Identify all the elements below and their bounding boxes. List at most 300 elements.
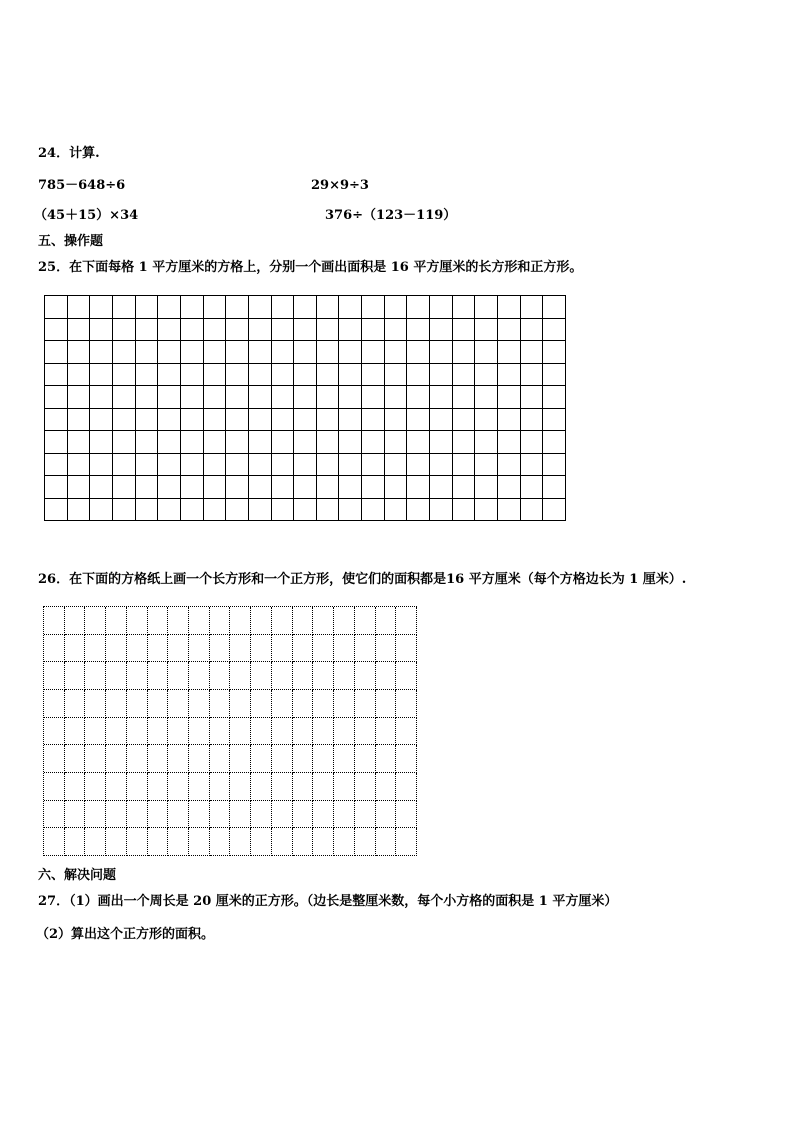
grid-cell[interactable] [317, 364, 340, 387]
grid-cell[interactable] [385, 364, 408, 387]
grid-cell[interactable] [317, 409, 340, 432]
grid-cell[interactable] [543, 454, 566, 477]
grid-cell[interactable] [181, 296, 204, 319]
grid-cell[interactable] [249, 431, 272, 454]
grid-cell[interactable] [68, 386, 91, 409]
grid-cell[interactable] [272, 319, 295, 342]
grid-cell[interactable] [339, 341, 362, 364]
grid-cell[interactable] [430, 431, 453, 454]
grid-cell[interactable] [230, 690, 251, 718]
grid-cell[interactable] [362, 499, 385, 522]
grid-cell[interactable] [272, 386, 295, 409]
grid-cell[interactable] [68, 341, 91, 364]
grid-cell[interactable] [396, 662, 417, 690]
grid-cell[interactable] [251, 607, 272, 635]
grid-cell[interactable] [498, 409, 521, 432]
grid-cell[interactable] [106, 773, 127, 801]
grid-cell[interactable] [158, 431, 181, 454]
grid-cell[interactable] [339, 386, 362, 409]
solid-grid-paper[interactable] [44, 295, 566, 521]
grid-cell[interactable] [293, 690, 314, 718]
grid-cell[interactable] [313, 745, 334, 773]
grid-cell[interactable] [90, 364, 113, 387]
grid-cell[interactable] [113, 499, 136, 522]
grid-cell[interactable] [475, 454, 498, 477]
grid-cell[interactable] [181, 499, 204, 522]
grid-cell[interactable] [385, 409, 408, 432]
grid-cell[interactable] [204, 296, 227, 319]
grid-cell[interactable] [475, 499, 498, 522]
grid-cell[interactable] [148, 773, 169, 801]
grid-cell[interactable] [294, 409, 317, 432]
grid-cell[interactable] [313, 718, 334, 746]
grid-cell[interactable] [90, 499, 113, 522]
grid-cell[interactable] [272, 745, 293, 773]
grid-cell[interactable] [543, 386, 566, 409]
grid-cell[interactable] [453, 476, 476, 499]
grid-cell[interactable] [158, 341, 181, 364]
grid-cell[interactable] [127, 635, 148, 663]
grid-cell[interactable] [355, 607, 376, 635]
grid-cell[interactable] [158, 499, 181, 522]
grid-cell[interactable] [251, 773, 272, 801]
grid-cell[interactable] [385, 499, 408, 522]
grid-cell[interactable] [317, 341, 340, 364]
grid-cell[interactable] [168, 801, 189, 829]
grid-cell[interactable] [65, 690, 86, 718]
grid-cell[interactable] [181, 341, 204, 364]
grid-cell[interactable] [334, 828, 355, 856]
grid-cell[interactable] [136, 386, 159, 409]
grid-cell[interactable] [313, 662, 334, 690]
grid-cell[interactable] [90, 454, 113, 477]
grid-cell[interactable] [453, 409, 476, 432]
grid-cell[interactable] [230, 773, 251, 801]
grid-cell[interactable] [230, 745, 251, 773]
grid-cell[interactable] [106, 607, 127, 635]
grid-cell[interactable] [251, 662, 272, 690]
grid-cell[interactable] [113, 319, 136, 342]
grid-cell[interactable] [85, 662, 106, 690]
grid-cell[interactable] [355, 690, 376, 718]
grid-cell[interactable] [339, 454, 362, 477]
grid-cell[interactable] [65, 607, 86, 635]
grid-cell[interactable] [226, 431, 249, 454]
grid-cell[interactable] [293, 607, 314, 635]
grid-cell[interactable] [181, 386, 204, 409]
grid-cell[interactable] [430, 454, 453, 477]
grid-cell[interactable] [148, 745, 169, 773]
grid-cell[interactable] [294, 431, 317, 454]
grid-cell[interactable] [385, 476, 408, 499]
grid-cell[interactable] [385, 454, 408, 477]
grid-cell[interactable] [407, 409, 430, 432]
grid-cell[interactable] [521, 319, 544, 342]
grid-cell[interactable] [230, 801, 251, 829]
grid-cell[interactable] [475, 319, 498, 342]
grid-cell[interactable] [127, 801, 148, 829]
grid-cell[interactable] [204, 364, 227, 387]
grid-cell[interactable] [334, 690, 355, 718]
grid-cell[interactable] [339, 296, 362, 319]
grid-cell[interactable] [136, 296, 159, 319]
grid-cell[interactable] [249, 386, 272, 409]
grid-cell[interactable] [226, 476, 249, 499]
grid-cell[interactable] [355, 801, 376, 829]
grid-cell[interactable] [475, 364, 498, 387]
grid-cell[interactable] [313, 635, 334, 663]
grid-cell[interactable] [210, 801, 231, 829]
grid-cell[interactable] [543, 364, 566, 387]
grid-cell[interactable] [334, 607, 355, 635]
grid-cell[interactable] [498, 454, 521, 477]
grid-cell[interactable] [453, 499, 476, 522]
grid-cell[interactable] [475, 409, 498, 432]
grid-cell[interactable] [90, 409, 113, 432]
grid-cell[interactable] [498, 341, 521, 364]
grid-cell[interactable] [251, 828, 272, 856]
grid-cell[interactable] [430, 499, 453, 522]
grid-cell[interactable] [376, 718, 397, 746]
grid-cell[interactable] [65, 801, 86, 829]
grid-cell[interactable] [407, 341, 430, 364]
grid-cell[interactable] [376, 662, 397, 690]
grid-cell[interactable] [362, 476, 385, 499]
grid-cell[interactable] [65, 662, 86, 690]
grid-cell[interactable] [355, 662, 376, 690]
grid-cell[interactable] [334, 662, 355, 690]
grid-cell[interactable] [362, 454, 385, 477]
grid-cell[interactable] [272, 635, 293, 663]
grid-cell[interactable] [317, 319, 340, 342]
grid-cell[interactable] [226, 296, 249, 319]
grid-cell[interactable] [45, 499, 68, 522]
grid-cell[interactable] [396, 773, 417, 801]
grid-cell[interactable] [168, 773, 189, 801]
grid-cell[interactable] [453, 296, 476, 319]
grid-cell[interactable] [294, 319, 317, 342]
grid-cell[interactable] [210, 828, 231, 856]
grid-cell[interactable] [453, 431, 476, 454]
grid-cell[interactable] [90, 386, 113, 409]
grid-cell[interactable] [362, 296, 385, 319]
grid-cell[interactable] [396, 745, 417, 773]
grid-cell[interactable] [272, 499, 295, 522]
grid-cell[interactable] [430, 476, 453, 499]
grid-cell[interactable] [210, 718, 231, 746]
grid-cell[interactable] [65, 718, 86, 746]
grid-cell[interactable] [210, 662, 231, 690]
grid-cell[interactable] [127, 662, 148, 690]
grid-cell[interactable] [376, 828, 397, 856]
grid-cell[interactable] [498, 431, 521, 454]
grid-cell[interactable] [272, 828, 293, 856]
grid-cell[interactable] [210, 607, 231, 635]
grid-cell[interactable] [90, 476, 113, 499]
grid-cell[interactable] [317, 386, 340, 409]
grid-cell[interactable] [158, 476, 181, 499]
grid-cell[interactable] [376, 745, 397, 773]
grid-cell[interactable] [407, 499, 430, 522]
grid-cell[interactable] [362, 431, 385, 454]
grid-cell[interactable] [521, 364, 544, 387]
grid-cell[interactable] [204, 386, 227, 409]
grid-cell[interactable] [355, 635, 376, 663]
grid-cell[interactable] [385, 431, 408, 454]
grid-cell[interactable] [210, 635, 231, 663]
grid-cell[interactable] [113, 476, 136, 499]
grid-cell[interactable] [272, 690, 293, 718]
grid-cell[interactable] [521, 386, 544, 409]
grid-cell[interactable] [521, 341, 544, 364]
grid-cell[interactable] [249, 341, 272, 364]
grid-cell[interactable] [293, 745, 314, 773]
grid-cell[interactable] [430, 319, 453, 342]
grid-cell[interactable] [339, 499, 362, 522]
grid-cell[interactable] [294, 364, 317, 387]
grid-cell[interactable] [313, 690, 334, 718]
grid-cell[interactable] [148, 718, 169, 746]
grid-cell[interactable] [293, 718, 314, 746]
grid-cell[interactable] [230, 635, 251, 663]
grid-cell[interactable] [181, 319, 204, 342]
grid-cell[interactable] [251, 690, 272, 718]
grid-cell[interactable] [113, 364, 136, 387]
grid-cell[interactable] [407, 296, 430, 319]
grid-cell[interactable] [168, 662, 189, 690]
grid-cell[interactable] [230, 662, 251, 690]
grid-cell[interactable] [148, 607, 169, 635]
grid-cell[interactable] [44, 662, 65, 690]
grid-cell[interactable] [498, 386, 521, 409]
grid-cell[interactable] [68, 476, 91, 499]
grid-cell[interactable] [376, 801, 397, 829]
grid-cell[interactable] [158, 296, 181, 319]
grid-cell[interactable] [334, 718, 355, 746]
grid-cell[interactable] [249, 409, 272, 432]
grid-cell[interactable] [251, 745, 272, 773]
grid-cell[interactable] [127, 745, 148, 773]
grid-cell[interactable] [521, 476, 544, 499]
grid-cell[interactable] [168, 607, 189, 635]
grid-cell[interactable] [136, 409, 159, 432]
grid-cell[interactable] [204, 409, 227, 432]
grid-cell[interactable] [407, 364, 430, 387]
grid-cell[interactable] [453, 386, 476, 409]
grid-cell[interactable] [136, 476, 159, 499]
grid-cell[interactable] [45, 386, 68, 409]
grid-cell[interactable] [313, 773, 334, 801]
grid-cell[interactable] [127, 607, 148, 635]
grid-cell[interactable] [498, 319, 521, 342]
grid-cell[interactable] [430, 341, 453, 364]
grid-cell[interactable] [396, 690, 417, 718]
grid-cell[interactable] [396, 828, 417, 856]
grid-cell[interactable] [68, 364, 91, 387]
grid-cell[interactable] [272, 476, 295, 499]
grid-cell[interactable] [226, 341, 249, 364]
grid-cell[interactable] [362, 364, 385, 387]
grid-cell[interactable] [226, 454, 249, 477]
grid-cell[interactable] [498, 364, 521, 387]
grid-cell[interactable] [230, 607, 251, 635]
grid-cell[interactable] [226, 409, 249, 432]
grid-cell[interactable] [44, 607, 65, 635]
grid-cell[interactable] [90, 296, 113, 319]
grid-cell[interactable] [334, 745, 355, 773]
grid-cell[interactable] [543, 499, 566, 522]
grid-cell[interactable] [498, 476, 521, 499]
grid-cell[interactable] [189, 773, 210, 801]
grid-cell[interactable] [293, 635, 314, 663]
grid-cell[interactable] [317, 499, 340, 522]
grid-cell[interactable] [376, 635, 397, 663]
grid-cell[interactable] [189, 607, 210, 635]
grid-cell[interactable] [189, 690, 210, 718]
grid-cell[interactable] [339, 319, 362, 342]
grid-cell[interactable] [396, 635, 417, 663]
grid-cell[interactable] [68, 454, 91, 477]
grid-cell[interactable] [396, 607, 417, 635]
grid-cell[interactable] [181, 409, 204, 432]
grid-cell[interactable] [362, 319, 385, 342]
grid-cell[interactable] [475, 386, 498, 409]
grid-cell[interactable] [90, 341, 113, 364]
grid-cell[interactable] [148, 635, 169, 663]
grid-cell[interactable] [68, 499, 91, 522]
grid-cell[interactable] [148, 662, 169, 690]
grid-cell[interactable] [189, 801, 210, 829]
grid-cell[interactable] [249, 454, 272, 477]
grid-cell[interactable] [136, 319, 159, 342]
grid-cell[interactable] [251, 718, 272, 746]
grid-cell[interactable] [85, 828, 106, 856]
grid-cell[interactable] [430, 364, 453, 387]
grid-cell[interactable] [168, 828, 189, 856]
grid-cell[interactable] [249, 364, 272, 387]
grid-cell[interactable] [168, 745, 189, 773]
grid-cell[interactable] [226, 364, 249, 387]
grid-cell[interactable] [181, 364, 204, 387]
grid-cell[interactable] [339, 476, 362, 499]
grid-cell[interactable] [85, 690, 106, 718]
grid-cell[interactable] [106, 635, 127, 663]
grid-cell[interactable] [230, 718, 251, 746]
grid-cell[interactable] [44, 773, 65, 801]
grid-cell[interactable] [226, 499, 249, 522]
grid-cell[interactable] [272, 718, 293, 746]
grid-cell[interactable] [65, 745, 86, 773]
grid-cell[interactable] [158, 364, 181, 387]
grid-cell[interactable] [521, 454, 544, 477]
grid-cell[interactable] [204, 454, 227, 477]
grid-cell[interactable] [136, 499, 159, 522]
grid-cell[interactable] [148, 801, 169, 829]
grid-cell[interactable] [44, 690, 65, 718]
grid-cell[interactable] [294, 386, 317, 409]
grid-cell[interactable] [45, 319, 68, 342]
grid-cell[interactable] [543, 319, 566, 342]
grid-cell[interactable] [181, 431, 204, 454]
grid-cell[interactable] [85, 718, 106, 746]
grid-cell[interactable] [498, 499, 521, 522]
grid-cell[interactable] [272, 341, 295, 364]
grid-cell[interactable] [339, 364, 362, 387]
grid-cell[interactable] [113, 386, 136, 409]
grid-cell[interactable] [334, 773, 355, 801]
grid-cell[interactable] [44, 718, 65, 746]
grid-cell[interactable] [204, 341, 227, 364]
grid-cell[interactable] [65, 773, 86, 801]
grid-cell[interactable] [407, 386, 430, 409]
grid-cell[interactable] [339, 409, 362, 432]
grid-cell[interactable] [158, 386, 181, 409]
grid-cell[interactable] [453, 341, 476, 364]
grid-cell[interactable] [317, 296, 340, 319]
grid-cell[interactable] [407, 476, 430, 499]
grid-cell[interactable] [294, 296, 317, 319]
grid-cell[interactable] [210, 745, 231, 773]
grid-cell[interactable] [204, 319, 227, 342]
grid-cell[interactable] [85, 745, 106, 773]
grid-cell[interactable] [230, 828, 251, 856]
grid-cell[interactable] [543, 409, 566, 432]
grid-cell[interactable] [430, 296, 453, 319]
grid-cell[interactable] [293, 662, 314, 690]
grid-cell[interactable] [189, 718, 210, 746]
grid-cell[interactable] [453, 364, 476, 387]
grid-cell[interactable] [355, 828, 376, 856]
grid-cell[interactable] [158, 454, 181, 477]
grid-cell[interactable] [430, 386, 453, 409]
grid-cell[interactable] [113, 341, 136, 364]
grid-cell[interactable] [106, 718, 127, 746]
grid-cell[interactable] [272, 409, 295, 432]
grid-cell[interactable] [362, 409, 385, 432]
grid-cell[interactable] [475, 296, 498, 319]
grid-cell[interactable] [313, 801, 334, 829]
grid-cell[interactable] [148, 828, 169, 856]
grid-cell[interactable] [339, 431, 362, 454]
grid-cell[interactable] [127, 773, 148, 801]
grid-cell[interactable] [113, 431, 136, 454]
grid-cell[interactable] [168, 718, 189, 746]
grid-cell[interactable] [293, 773, 314, 801]
grid-cell[interactable] [317, 431, 340, 454]
grid-cell[interactable] [293, 801, 314, 829]
grid-cell[interactable] [127, 828, 148, 856]
grid-cell[interactable] [355, 718, 376, 746]
grid-cell[interactable] [272, 607, 293, 635]
grid-cell[interactable] [272, 454, 295, 477]
grid-cell[interactable] [106, 662, 127, 690]
grid-cell[interactable] [158, 319, 181, 342]
grid-cell[interactable] [85, 607, 106, 635]
grid-cell[interactable] [106, 745, 127, 773]
grid-cell[interactable] [251, 801, 272, 829]
grid-cell[interactable] [521, 409, 544, 432]
grid-cell[interactable] [68, 296, 91, 319]
grid-cell[interactable] [317, 454, 340, 477]
grid-cell[interactable] [293, 828, 314, 856]
grid-cell[interactable] [543, 296, 566, 319]
grid-cell[interactable] [68, 431, 91, 454]
grid-cell[interactable] [181, 454, 204, 477]
grid-cell[interactable] [376, 690, 397, 718]
dotted-grid-paper[interactable] [43, 606, 417, 856]
grid-cell[interactable] [113, 409, 136, 432]
grid-cell[interactable] [106, 828, 127, 856]
